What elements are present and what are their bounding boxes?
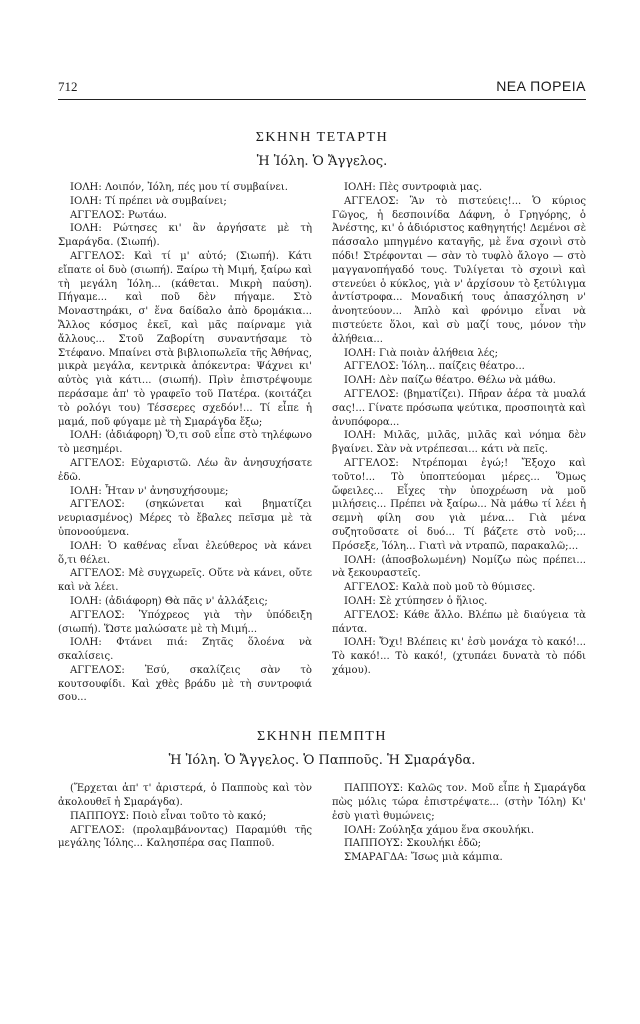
scene-four-title: ΣΚΗΝΗ ΤΕΤΑΡΤΗ xyxy=(255,130,389,145)
dialogue-line: ΑΓΓΕΛΟΣ: Ἰόλη... παίζεις θέατρο... xyxy=(344,361,525,373)
left-column xyxy=(58,181,312,705)
dialogue-line: ΙΟΛΗ: Γιὰ ποιὰν ἀλήθεια λές; xyxy=(344,347,499,359)
scene-four-columns xyxy=(58,181,586,705)
dialogue-line: ΙΟΛΗ: Ὄχι! Βλέπεις κι' ἐσὺ μονάχα τὸ κακό!... Τὸ κακό!... Τὸ κακό!, (χτυπάει δυνατὰ τὸ πόδι χάμου). xyxy=(332,637,586,676)
dialogue-line: ΑΓΓΕΛΟΣ: Κάθε ἄλλο. Βλέπω μὲ διαύγεια τὰ πάντα. xyxy=(332,609,586,635)
dialogue-line: ΙΟΛΗ: Λοιπόν, Ἰόλη, πές μου τί συμβαίνει. xyxy=(70,182,288,193)
dialogue-line: (Ἔρχεται ἀπ' τ' ἀριστερά, ὁ Παπποὺς καὶ τὸν ἀκολουθεῖ ἡ Σμαράγδα). xyxy=(58,783,312,809)
dialogue-line: ΑΓΓΕΛΟΣ: Καὶ τί μ' αὐτό; (Σιωπή). Κάτι εἴπατε οἱ δυὸ (σιωπή). Ξαίρω τὴ Μιμή, ξαίρω καὶ τὴ μεγάλη Ἰόλη... (κάθεται. Μικρὴ παύση). Πήγαμε... καὶ ποῦ δὲν πήγαμε. Στὸ Μοναστηράκι, σ' ἕνα δαίδαλο ἀπὸ δρομάκια... Ἄλλος κόσμος ἐκεῖ, καὶ μᾶς παίρναμε γιὰ ἄλλους... Στοῦ Ζαβορίτη συναντήσαμε τὸ Στέφανο. Μπαίνει στὰ βιβλιοπωλεῖα τῆς Ἀθήνας, μικρὰ μεγάλα, κεντρικὰ ἀπόκεντρα: Ψάχνει κι' αὐτὸς γιὰ κάτι... (σιωπή). Πρὶν ἐπιστρέψουμε περάσαμε ἀπ' τὸ γραφεῖο τοῦ Πατέρα. (κοιτάζει τὸ ρολόγι του) Τέσσερες σχεδόν!... Τί εἶπε ἡ μαμά, ποῦ φύγαμε μὲ τὴ Σμαράγδα ἔξω; xyxy=(58,250,312,428)
dialogue-line: ΙΟΛΗ: Ἦταν ν' ἀνησυχήσουμε; xyxy=(70,485,229,497)
dialogue-line: ΙΟΛΗ: Τί πρέπει νὰ συμβαίνει; xyxy=(70,195,227,207)
dialogue-line: ΠΑΠΠΟΥΣ: Καλῶς τον. Μοῦ εἶπε ἡ Σμαράγδα πὼς μόλις τώρα ἐπιστρέψατε... (στὴν Ἰόλη) Κι' ἐσὺ γιατὶ θυμώνεις; xyxy=(332,783,586,822)
dialogue-line: ΑΓΓΕΛΟΣ: (προλαμβάνοντας) Παραμύθι τῆς μεγάλης Ἰόλης... Καλησπέρα σας Παπποῦ. xyxy=(58,824,312,850)
right-column xyxy=(332,782,586,865)
dialogue-line: ΙΟΛΗ: Σὲ χτύπησεν ὁ ἥλιος. xyxy=(344,595,488,607)
dialogue-line: ΠΑΠΠΟΥΣ: Ποιὸ εἶναι τοῦτο τὸ κακό; xyxy=(70,810,267,822)
page-header xyxy=(58,78,586,100)
scene-five-columns xyxy=(58,782,586,865)
dialogue-line: ΑΓΓΕΛΟΣ: Καλὰ ποὺ μοῦ τὸ θύμισες. xyxy=(344,582,536,594)
dialogue-line: ΣΜΑΡΑΓΔΑ: Ἴσως μιὰ κάμπια. xyxy=(344,852,503,864)
scene-five-characters: Ἡ Ἰόλη. Ὁ Ἄγγελος. Ὁ Παπποῦς. Ἡ Σμαράγδα. xyxy=(168,753,476,769)
right-column xyxy=(332,181,586,705)
dialogue-line: ΙΟΛΗ: Ὁ καθένας εἶναι ἐλεύθερος νὰ κάνει ὅ,τι θέλει. xyxy=(58,540,312,566)
scene-four-characters: Ἡ Ἰόλη. Ὁ Ἄγγελος. xyxy=(256,154,388,169)
dialogue-line: ΑΓΓΕΛΟΣ: (σηκώνεται καὶ βηματίζει νευριασμένος) Μέρες τὸ ἔβαλες πεῖσμα μὲ τὰ ὑπονοούμενα. xyxy=(58,499,312,538)
dialogue-line: ΑΓΓΕΛΟΣ: Μὲ συγχωρεῖς. Οὔτε νὰ κάνει, οὔτε καὶ νὰ λέει. xyxy=(58,568,312,594)
dialogue-line: ΑΓΓΕΛΟΣ: Εὐχαριστῶ. Λέω ἂν ἀνησυχήσατε ἐδῶ. xyxy=(58,457,312,483)
dialogue-line: ΙΟΛΗ: (ἀδιάφορη) Θὰ πᾶς ν' ἀλλάξεις; xyxy=(70,595,268,607)
dialogue-line: ΑΓΓΕΛΟΣ: Ρωτάω. xyxy=(70,209,167,221)
journal-title: ΝΕΑ ΠΟΡΕΙΑ xyxy=(496,78,586,94)
dialogue-line: ΑΓΓΕΛΟΣ: Ὑπόχρεος γιὰ τὴν ὑπόδειξη (σιωπή). Ὥστε μαλώσατε μὲ τὴ Μιμή... xyxy=(58,609,312,635)
page xyxy=(58,78,586,865)
dialogue-line: ΑΓΓΕΛΟΣ: Ἂν τὸ πιστεύεις!... Ὁ κύριος Γῶγος, ἡ δεσποινίδα Δάφνη, ὁ Γρηγόρης, ὁ Ἀνέστης, κι' ὁ ἀδιόριστος καθηγητής! Δεμένοι σὲ πάσσαλο μπηγμένο καταγῆς, μὲ ἕνα σχοινὶ στὸ πόδι! Στρέφονται — σὰν τὸ τυφλὸ ἄλογο — στὸ μαγγανοπήγαδό τους. Τυλίγεται τὸ σχοινὶ καὶ στενεύει ὁ κύκλος, γιὰ ν' ἀρχίσουν τὸ ξετύλιγμα ἀντίστροφα... Μοναδική τους ἀπασχόληση ν' ἀνοητεύουν... Ἀπλὸ καὶ φρόνιμο εἶναι νὰ πιστεύετε ὅλοι, καὶ σὺ μαζί τους, μόνον τὴν ἀλήθεια... xyxy=(332,195,586,345)
scene-five-title: ΣΚΗΝΗ ΠΕΜΠΤΗ xyxy=(257,729,387,745)
dialogue-line: ΙΟΛΗ: (ἀδιάφορη) Ὅ,τι σοῦ εἶπε στὸ τηλέφωνο τὸ μεσημέρι. xyxy=(58,430,312,456)
dialogue-line: ΙΟΛΗ: Ρώτησες κι' ἂν ἀργήσατε μὲ τὴ Σμαράγδα. (Σιωπή). xyxy=(58,223,312,249)
dialogue-line: ΙΟΛΗ: Μιλᾶς, μιλᾶς, μιλᾶς καὶ νόημα δὲν βγαίνει. Σὰν νὰ ντρέπεσαι... κάτι νὰ πεῖς. xyxy=(332,430,586,456)
dialogue-line: ΙΟΛΗ: Πὲς συντροφιὰ μας. xyxy=(344,182,483,193)
left-column xyxy=(58,782,312,865)
dialogue-line: ΠΑΠΠΟΥΣ: Σκουλήκι ἐδῶ; xyxy=(344,838,482,850)
page-number: 712 xyxy=(58,79,78,94)
dialogue-line: ΑΓΓΕΛΟΣ: (βηματίζει). Πῆραν ἀέρα τὰ μυαλά σας!... Γίνατε πρόσωπα ψεύτικα, προσποιητὰ καὶ ἀνυπόφορα... xyxy=(332,388,586,428)
dialogue-line: ΙΟΛΗ: (ἀποσβολωμένη) Νομίζω πὼς πρέπει... νὰ ξεκουραστεῖς. xyxy=(332,554,586,580)
dialogue-line: ΑΓΓΕΛΟΣ: Ντρέπομαι ἐγώ;! Ἔξοχο καὶ τοῦτο!... Τὸ ὑποπτεύομαι μέρες... Ὅμως ὤφειλες... Εἶχες τὴν ὑποχρέωση νὰ μοῦ μιλήσεις... Πρέπει νὰ ξαίρω... Νὰ μάθω τί λέει ἡ σεμνὴ φίλη σου γιὰ μένα... Γιὰ μένα συζητοῦσατε οἱ δυό... Τί βάζετε στὸ νοῦ;... Πρόσεξε, Ἰόλη... Γιατὶ νὰ ντραπῶ, παρακαλῶ;... xyxy=(332,457,586,552)
dialogue-line: ΙΟΛΗ: Δὲν παίζω θέατρο. Θέλω νὰ μάθω. xyxy=(344,375,556,387)
dialogue-line: ΑΓΓΕΛΟΣ: Ἐσύ, σκαλίζεις σὰν τὸ κουτσουφίδι. Καὶ χθὲς βράδυ μὲ τὴ συντροφιά σου... xyxy=(58,664,312,704)
dialogue-line: ΙΟΛΗ: Φτάνει πιά: Ζητᾶς ὅλοένα νὰ σκαλίσεις. xyxy=(58,637,312,663)
dialogue-line: ΙΟΛΗ: Ζούληξα χάμου ἕνα σκουλήκι. xyxy=(344,824,535,836)
